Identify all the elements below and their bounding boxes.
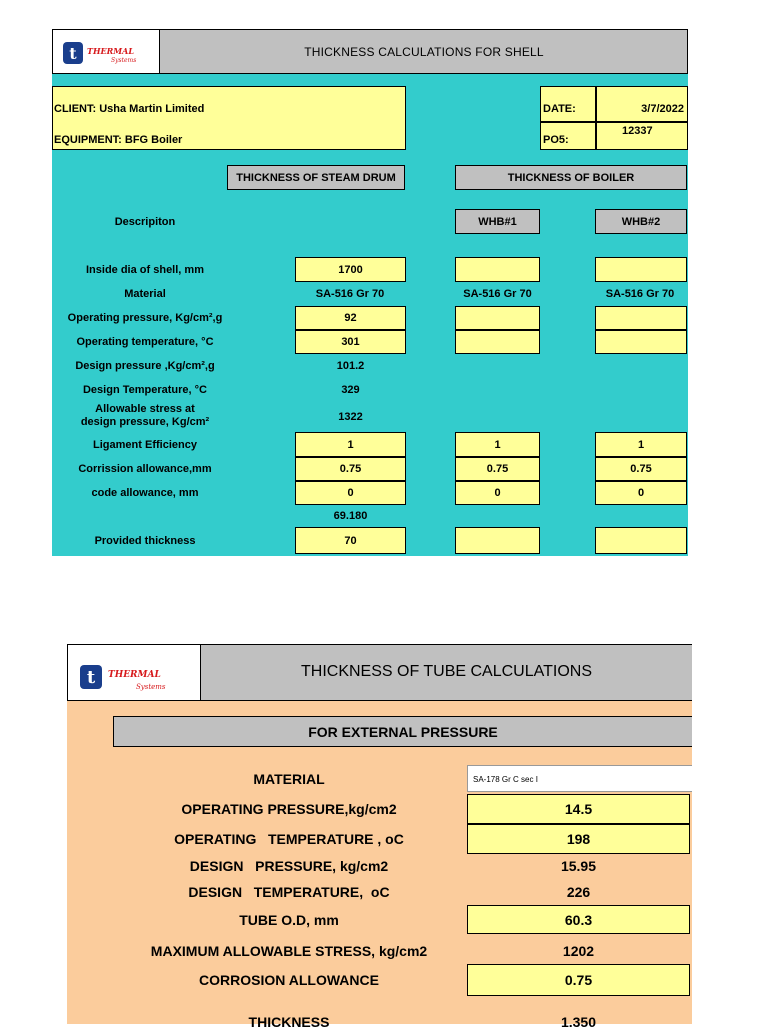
provided-thickness-whb2[interactable] [595, 527, 687, 554]
material-steamdrum: SA-516 Gr 70 [315, 288, 385, 300]
op-pressure-whb1[interactable] [455, 306, 540, 330]
design-temp-label: Design Temperature, °C [82, 384, 207, 396]
op-temp-steamdrum[interactable]: 301 [295, 330, 406, 354]
inside-dia-label: Inside dia of shell, mm [86, 263, 204, 276]
tube-logo-box [67, 644, 201, 701]
corrosion-steamdrum[interactable]: 0.75 [295, 457, 406, 481]
op-pressure-steamdrum[interactable]: 92 [295, 306, 406, 330]
date-value: 3/7/2022 [641, 103, 684, 115]
shell-logo-box [52, 29, 160, 74]
tube-od-label: TUBE O.D, mm [239, 911, 339, 928]
material-label: Material [124, 288, 166, 300]
date-label: DATE: [543, 103, 576, 115]
tube-max-stress-value: 1202 [562, 943, 595, 959]
tube-material-value[interactable]: SA-178 Gr C sec I [467, 765, 692, 792]
tube-corrosion-value[interactable]: 0.75 [467, 964, 690, 996]
ligament-steamdrum[interactable]: 1 [295, 432, 406, 457]
tube-op-pressure-label: OPERATING PRESSURE,kg/cm2 [181, 801, 397, 817]
whb1-header: WHB#1 [455, 209, 540, 234]
ligament-whb2[interactable]: 1 [595, 432, 687, 457]
op-pressure-whb2[interactable] [595, 306, 687, 330]
po-value: 12337 [622, 125, 653, 137]
tube-page-title: THICKNESS OF TUBE CALCULATIONS [300, 662, 592, 680]
tube-op-pressure-value[interactable]: 14.5 [467, 794, 690, 824]
calc-thickness-steamdrum: 69.180 [333, 510, 368, 522]
material-whb2: SA-516 Gr 70 [605, 288, 675, 300]
allowable-stress-label-line2: design pressure, Kg/cm² [80, 416, 210, 428]
tube-material-label: MATERIAL [253, 770, 325, 787]
tube-thickness-label: THICKNESS [248, 1014, 330, 1030]
logo-icon: t [63, 42, 83, 64]
logo-name: THERMAL [108, 670, 161, 680]
inside-dia-whb2[interactable] [595, 257, 687, 282]
logo-sub: Systems [136, 683, 166, 691]
material-whb1: SA-516 Gr 70 [463, 288, 532, 300]
tube-thickness-value: 1.350 [560, 1014, 597, 1030]
logo-name: THERMAL [87, 46, 134, 56]
op-pressure-label: Operating pressure, Kg/cm²,g [67, 312, 223, 324]
corrosion-whb2[interactable]: 0.75 [595, 457, 687, 481]
description-label: Descripiton [114, 215, 176, 228]
tube-design-pressure-label: DESIGN PRESSURE, kg/cm2 [189, 858, 389, 874]
allowable-stress-label-line1: Allowable stress at [95, 403, 195, 415]
inside-dia-steamdrum[interactable]: 1700 [295, 257, 406, 282]
op-temp-whb1[interactable] [455, 330, 540, 354]
tube-design-temp-label: DESIGN TEMPERATURE, oC [188, 884, 390, 900]
ligament-label: Ligament Efficiency [93, 438, 197, 451]
external-pressure-header: FOR EXTERNAL PRESSURE [113, 716, 692, 747]
code-allowance-whb1[interactable]: 0 [455, 481, 540, 505]
equipment-label: EQUIPMENT: BFG Boiler [54, 134, 183, 146]
steam-drum-header: THICKNESS OF STEAM DRUM [227, 165, 405, 190]
allowable-stress-steamdrum: 1322 [338, 411, 363, 423]
design-pressure-steamdrum: 101.2 [336, 360, 365, 372]
logo-icon: t [80, 665, 102, 689]
shell-page-title: THICKNESS CALCULATIONS FOR SHELL [304, 44, 544, 59]
boiler-header: THICKNESS OF BOILER [455, 165, 687, 190]
provided-thickness-steamdrum[interactable]: 70 [295, 527, 406, 554]
design-pressure-label: Design pressure ,Kg/cm²,g [75, 360, 215, 372]
logo-sub: Systems [111, 57, 137, 64]
whb2-header: WHB#2 [595, 209, 687, 234]
tube-design-pressure-value: 15.95 [560, 858, 597, 874]
client-label: CLIENT: Usha Martin Limited [54, 103, 205, 115]
corrosion-label: Corrission allowance,mm [78, 463, 212, 475]
code-allowance-whb2[interactable]: 0 [595, 481, 687, 505]
tube-od-value[interactable]: 60.3 [467, 905, 690, 934]
tube-op-temp-value[interactable]: 198 [467, 824, 690, 854]
code-allowance-steamdrum[interactable]: 0 [295, 481, 406, 505]
po-label: PO5: [543, 134, 569, 146]
op-temp-label: Operating temperature, °C [76, 336, 214, 348]
design-temp-steamdrum: 329 [341, 384, 360, 396]
provided-thickness-label: Provided thickness [94, 534, 196, 547]
tube-corrosion-label: CORROSION ALLOWANCE [199, 972, 379, 988]
corrosion-whb1[interactable]: 0.75 [455, 457, 540, 481]
tube-max-stress-label: MAXIMUM ALLOWABLE STRESS, kg/cm2 [150, 943, 428, 959]
op-temp-whb2[interactable] [595, 330, 687, 354]
tube-design-temp-value: 226 [566, 884, 591, 900]
inside-dia-whb1[interactable] [455, 257, 540, 282]
code-allowance-label: code allowance, mm [91, 487, 199, 499]
ligament-whb1[interactable]: 1 [455, 432, 540, 457]
provided-thickness-whb1[interactable] [455, 527, 540, 554]
tube-op-temp-label: OPERATING TEMPERATURE , oC [174, 831, 404, 847]
allowable-stress-label [52, 403, 238, 431]
